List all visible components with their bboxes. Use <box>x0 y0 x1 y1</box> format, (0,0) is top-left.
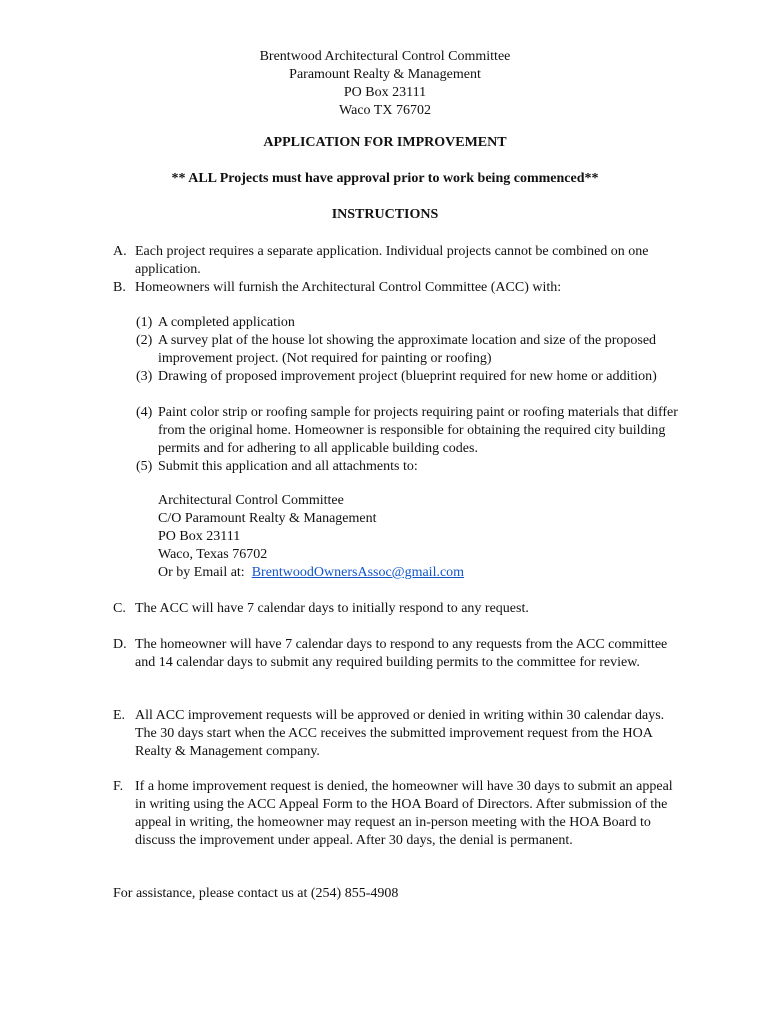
instruction-item-c <box>113 600 683 618</box>
requirement-item-3 <box>136 368 696 386</box>
email-link[interactable]: BrentwoodOwnersAssoc@gmail.com <box>251 565 465 580</box>
address-po-box: PO Box 23111 <box>158 529 241 544</box>
requirement-label: (4) <box>136 405 153 420</box>
document-title: APPLICATION FOR IMPROVEMENT <box>263 135 507 150</box>
letterhead <box>0 48 770 120</box>
requirement-text: A survey plat of the house lot showing the approximate location and size of the proposed improvement project. (Not required for painting or roofing) <box>158 333 657 366</box>
approval-notice: ** ALL Projects must have approval prior to work being commenced** <box>171 171 599 186</box>
company-name: Paramount Realty & Management <box>289 67 481 82</box>
requirement-text: A completed application <box>158 315 295 330</box>
address-care-of: C/O Paramount Realty & Management <box>158 511 377 526</box>
requirement-label: (5) <box>136 459 153 474</box>
item-text: Each project requires a separate application. Individual projects cannot be combined on one application. <box>135 244 649 277</box>
email-line <box>158 564 464 582</box>
instructions-heading: INSTRUCTIONS <box>331 207 439 222</box>
instruction-item-d <box>113 636 683 672</box>
requirement-item-2 <box>136 332 696 368</box>
requirement-text: Drawing of proposed improvement project (blueprint required for new home or addition) <box>158 369 657 384</box>
item-text: The ACC will have 7 calendar days to initially respond to any request. <box>135 601 529 616</box>
address-city: Waco, Texas 76702 <box>158 547 268 562</box>
po-box: PO Box 23111 <box>343 85 427 100</box>
email-prefix: Or by Email at: <box>158 565 245 580</box>
item-label: D. <box>113 637 127 652</box>
requirement-label: (3) <box>136 369 153 384</box>
address-recipient: Architectural Control Committee <box>158 493 344 508</box>
item-text: The homeowner will have 7 calendar days to respond to any requests from the ACC committee and 14 calendar days to submit any required building permits to the committee for review. <box>135 637 668 670</box>
item-text: Homeowners will furnish the Architectural Control Committee (ACC) with: <box>135 280 562 295</box>
requirement-text: Submit this application and all attachments to: <box>158 459 418 474</box>
contact-footer: For assistance, please contact us at (254) 855-4908 <box>113 886 399 901</box>
requirement-item-1 <box>136 314 696 332</box>
requirement-label: (1) <box>136 315 153 330</box>
item-label: E. <box>113 708 126 723</box>
item-label: B. <box>113 280 126 295</box>
instruction-item-f <box>113 778 683 850</box>
item-label: A. <box>113 244 127 259</box>
instruction-item-e <box>113 707 683 761</box>
requirement-label: (2) <box>136 333 153 348</box>
item-label: C. <box>113 601 126 616</box>
item-text: All ACC improvement requests will be approved or denied in writing within 30 calendar days. The 30 days start when the ACC receives the submitted improvement request from the HOA Realty & Management company. <box>135 708 665 759</box>
city-state-zip: Waco TX 76702 <box>339 103 431 118</box>
instruction-item-a <box>113 243 683 279</box>
item-text: If a home improvement request is denied, the homeowner will have 30 days to submit an appeal in writing using the ACC Appeal Form to the HOA Board of Directors. After submission of the appeal in writing, the homeowner may request an in-person meeting with the HOA Board to discuss the improvement under appeal. After 30 days, the denial is permanent. <box>135 779 673 848</box>
requirement-item-5 <box>136 458 696 476</box>
committee-name: Brentwood Architectural Control Committee <box>259 49 511 64</box>
requirement-text: Paint color strip or roofing sample for projects requiring paint or roofing materials that differ from the original home. Homeowner is responsible for obtaining the required city building permits and for adhering to all applicable building codes. <box>158 405 678 456</box>
requirement-item-4 <box>136 404 696 458</box>
mailing-address <box>158 492 464 582</box>
instruction-item-b <box>113 279 683 297</box>
item-label: F. <box>113 779 124 794</box>
